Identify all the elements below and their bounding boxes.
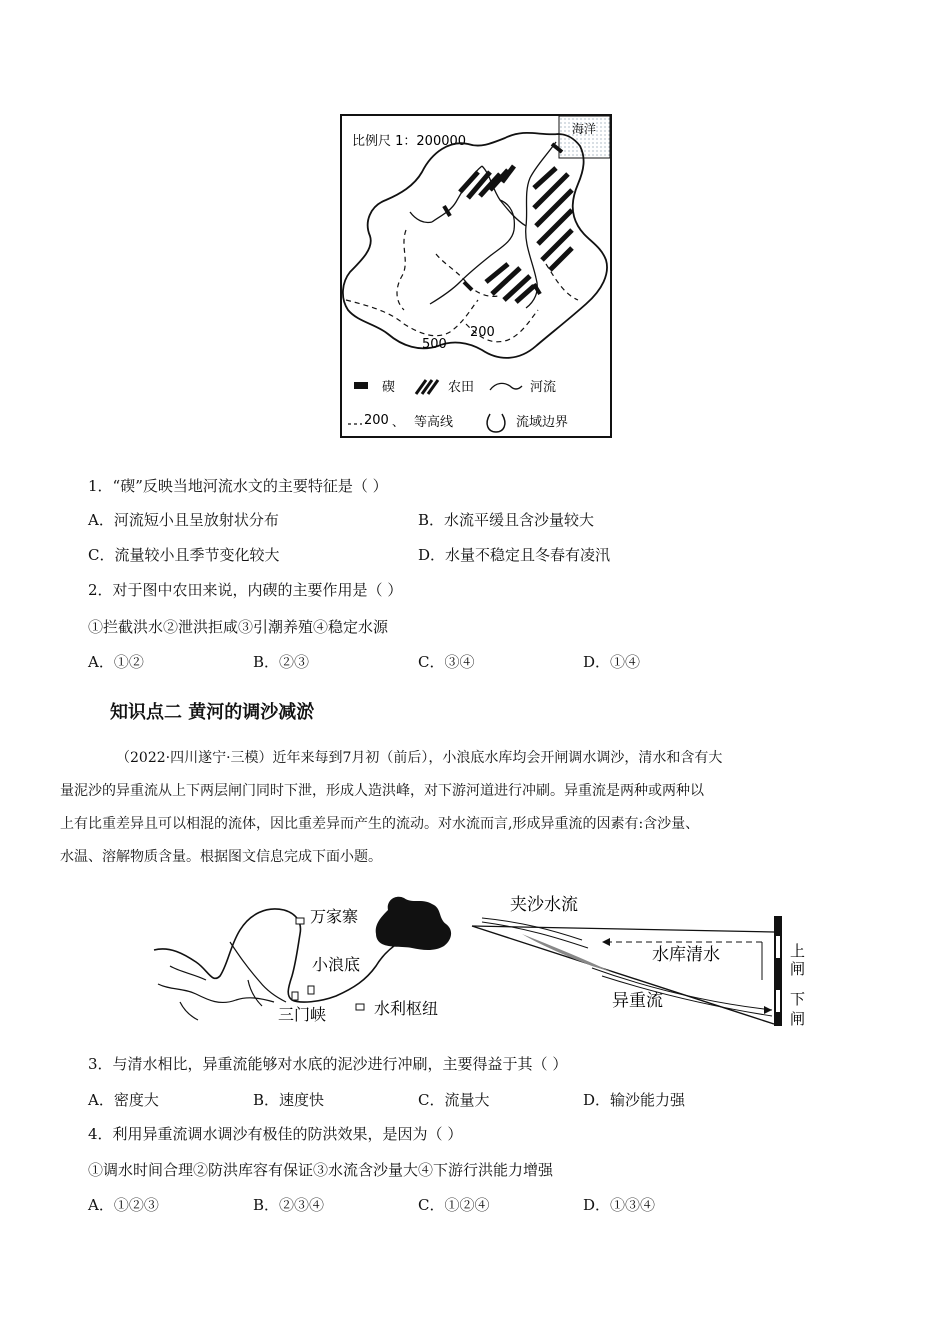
legend-contour-label: 等高线: [414, 415, 454, 430]
sea-label: 海洋: [571, 122, 597, 136]
q4-option-a[interactable]: A．①②③: [88, 1196, 159, 1214]
hub-xiaolangdi: [308, 986, 314, 994]
question-4-statements: ①调水时间合理②防洪库容有保证③水流含沙量大④下游行洪能力增强: [88, 1161, 554, 1179]
flow-line: [482, 918, 582, 940]
legend-dike-label: 碶: [382, 380, 396, 395]
hub-wanjiazhai: [296, 918, 304, 924]
q2-option-c[interactable]: C．③④: [418, 653, 475, 671]
label-lower-gate-2: 闸: [790, 1010, 806, 1028]
water-surface: [472, 926, 774, 932]
question-2-stem: 2．对于图中农田来说，内碶的主要作用是（ ）: [88, 581, 403, 599]
q3-option-b[interactable]: B．速度快: [253, 1091, 325, 1109]
label-clear-water: 水库清水: [652, 945, 720, 965]
label-sediment-flow: 夹沙水流: [510, 895, 578, 915]
question-1-stem: 1．“碶”反映当地河流水文的主要特征是（ ）: [88, 477, 388, 495]
q1-option-d[interactable]: D．水量不稳定且冬春有凌汛: [418, 546, 611, 564]
yellow-river: [154, 909, 400, 1002]
legend-farmland-label: 农田: [448, 380, 475, 395]
label-upper-gate-2: 闸: [790, 960, 806, 978]
bohai-area: [376, 897, 451, 950]
paragraph-line: 水温、溶解物质含量。根据图文信息完成下面小题。: [60, 849, 382, 865]
q4-option-c[interactable]: C．①②④: [418, 1196, 490, 1214]
label-upper-gate-1: 上: [790, 942, 806, 960]
scale-label: 比例尺 1：200000: [352, 134, 467, 149]
sediment-deposit: [522, 934, 612, 972]
q1-option-a[interactable]: A．河流短小且呈放射状分布: [88, 511, 279, 529]
legend-river-label: 河流: [530, 380, 557, 395]
question-4-stem: 4．利用异重流调水调沙有极佳的防洪效果，是因为（ ）: [88, 1125, 463, 1143]
q3-option-d[interactable]: D．输沙能力强: [583, 1091, 686, 1109]
density-current-diagram: [462, 886, 812, 1032]
q2-option-b[interactable]: B．②③: [253, 653, 310, 671]
section-title: 知识点二 黄河的调沙减淤: [110, 702, 315, 723]
legend-dike-symbol: [354, 382, 368, 389]
q2-option-a[interactable]: A．①②: [88, 653, 144, 671]
q1-option-c[interactable]: C．流量较小且季节变化较大: [88, 546, 280, 564]
watershed-map: [340, 114, 612, 438]
label-xiaolangdi: 小浪底: [312, 955, 361, 974]
question-2-statements: ①拦截洪水②泄洪拒咸③引潮养殖④稳定水源: [88, 618, 389, 636]
tributary: [170, 966, 206, 980]
legend-contour-sep: 、: [392, 415, 405, 429]
label-density-current: 异重流: [612, 991, 663, 1011]
q2-option-d[interactable]: D．①④: [583, 653, 641, 671]
paragraph-line: 上有比重差异且可以相混的流体，因比重差异而产生的流动。对水流而言,形成异重流的因素有:含沙量、: [60, 816, 700, 832]
legend-contour-value: 200: [364, 413, 389, 428]
q4-option-d[interactable]: D．①③④: [583, 1196, 656, 1214]
legend-boundary-label: 流域边界: [516, 415, 569, 430]
legend-hub-label: 水利枢纽: [374, 999, 439, 1018]
legend-hub-symbol: [356, 1004, 364, 1010]
tributary: [180, 1002, 198, 1020]
q3-option-c[interactable]: C．流量大: [418, 1091, 490, 1109]
yellow-river-map: [150, 890, 460, 1030]
paragraph-line: 量泥沙的异重流从上下两层闸门同时下泄，形成人造洪峰，对下游河道进行冲刷。异重流是两种或两种以: [60, 783, 704, 799]
intro-paragraph: [60, 742, 866, 874]
tributary: [248, 980, 262, 1006]
paragraph-line: （2022·四川遂宁·三模）近年来每到7月初（前后），小浪底水库均会开闸调水调沙，清水和含有大: [116, 750, 723, 766]
q1-option-b[interactable]: B．水流平缓且含沙量较大: [418, 511, 595, 529]
tributary: [230, 942, 286, 1002]
contour-label-200: 200: [470, 325, 495, 340]
q4-option-b[interactable]: B．②③④: [253, 1196, 325, 1214]
question-3-stem: 3．与清水相比，异重流能够对水底的泥沙进行冲刷，主要得益于其（ ）: [88, 1055, 568, 1073]
q3-option-a[interactable]: A．密度大: [88, 1091, 159, 1109]
label-wanjiazhai: 万家寨: [310, 907, 359, 926]
label-lower-gate-1: 下: [790, 990, 806, 1008]
hub-sanmenxia: [292, 992, 298, 1000]
contour-label-500: 500: [422, 337, 447, 352]
label-sanmenxia: 三门峡: [278, 1005, 327, 1024]
